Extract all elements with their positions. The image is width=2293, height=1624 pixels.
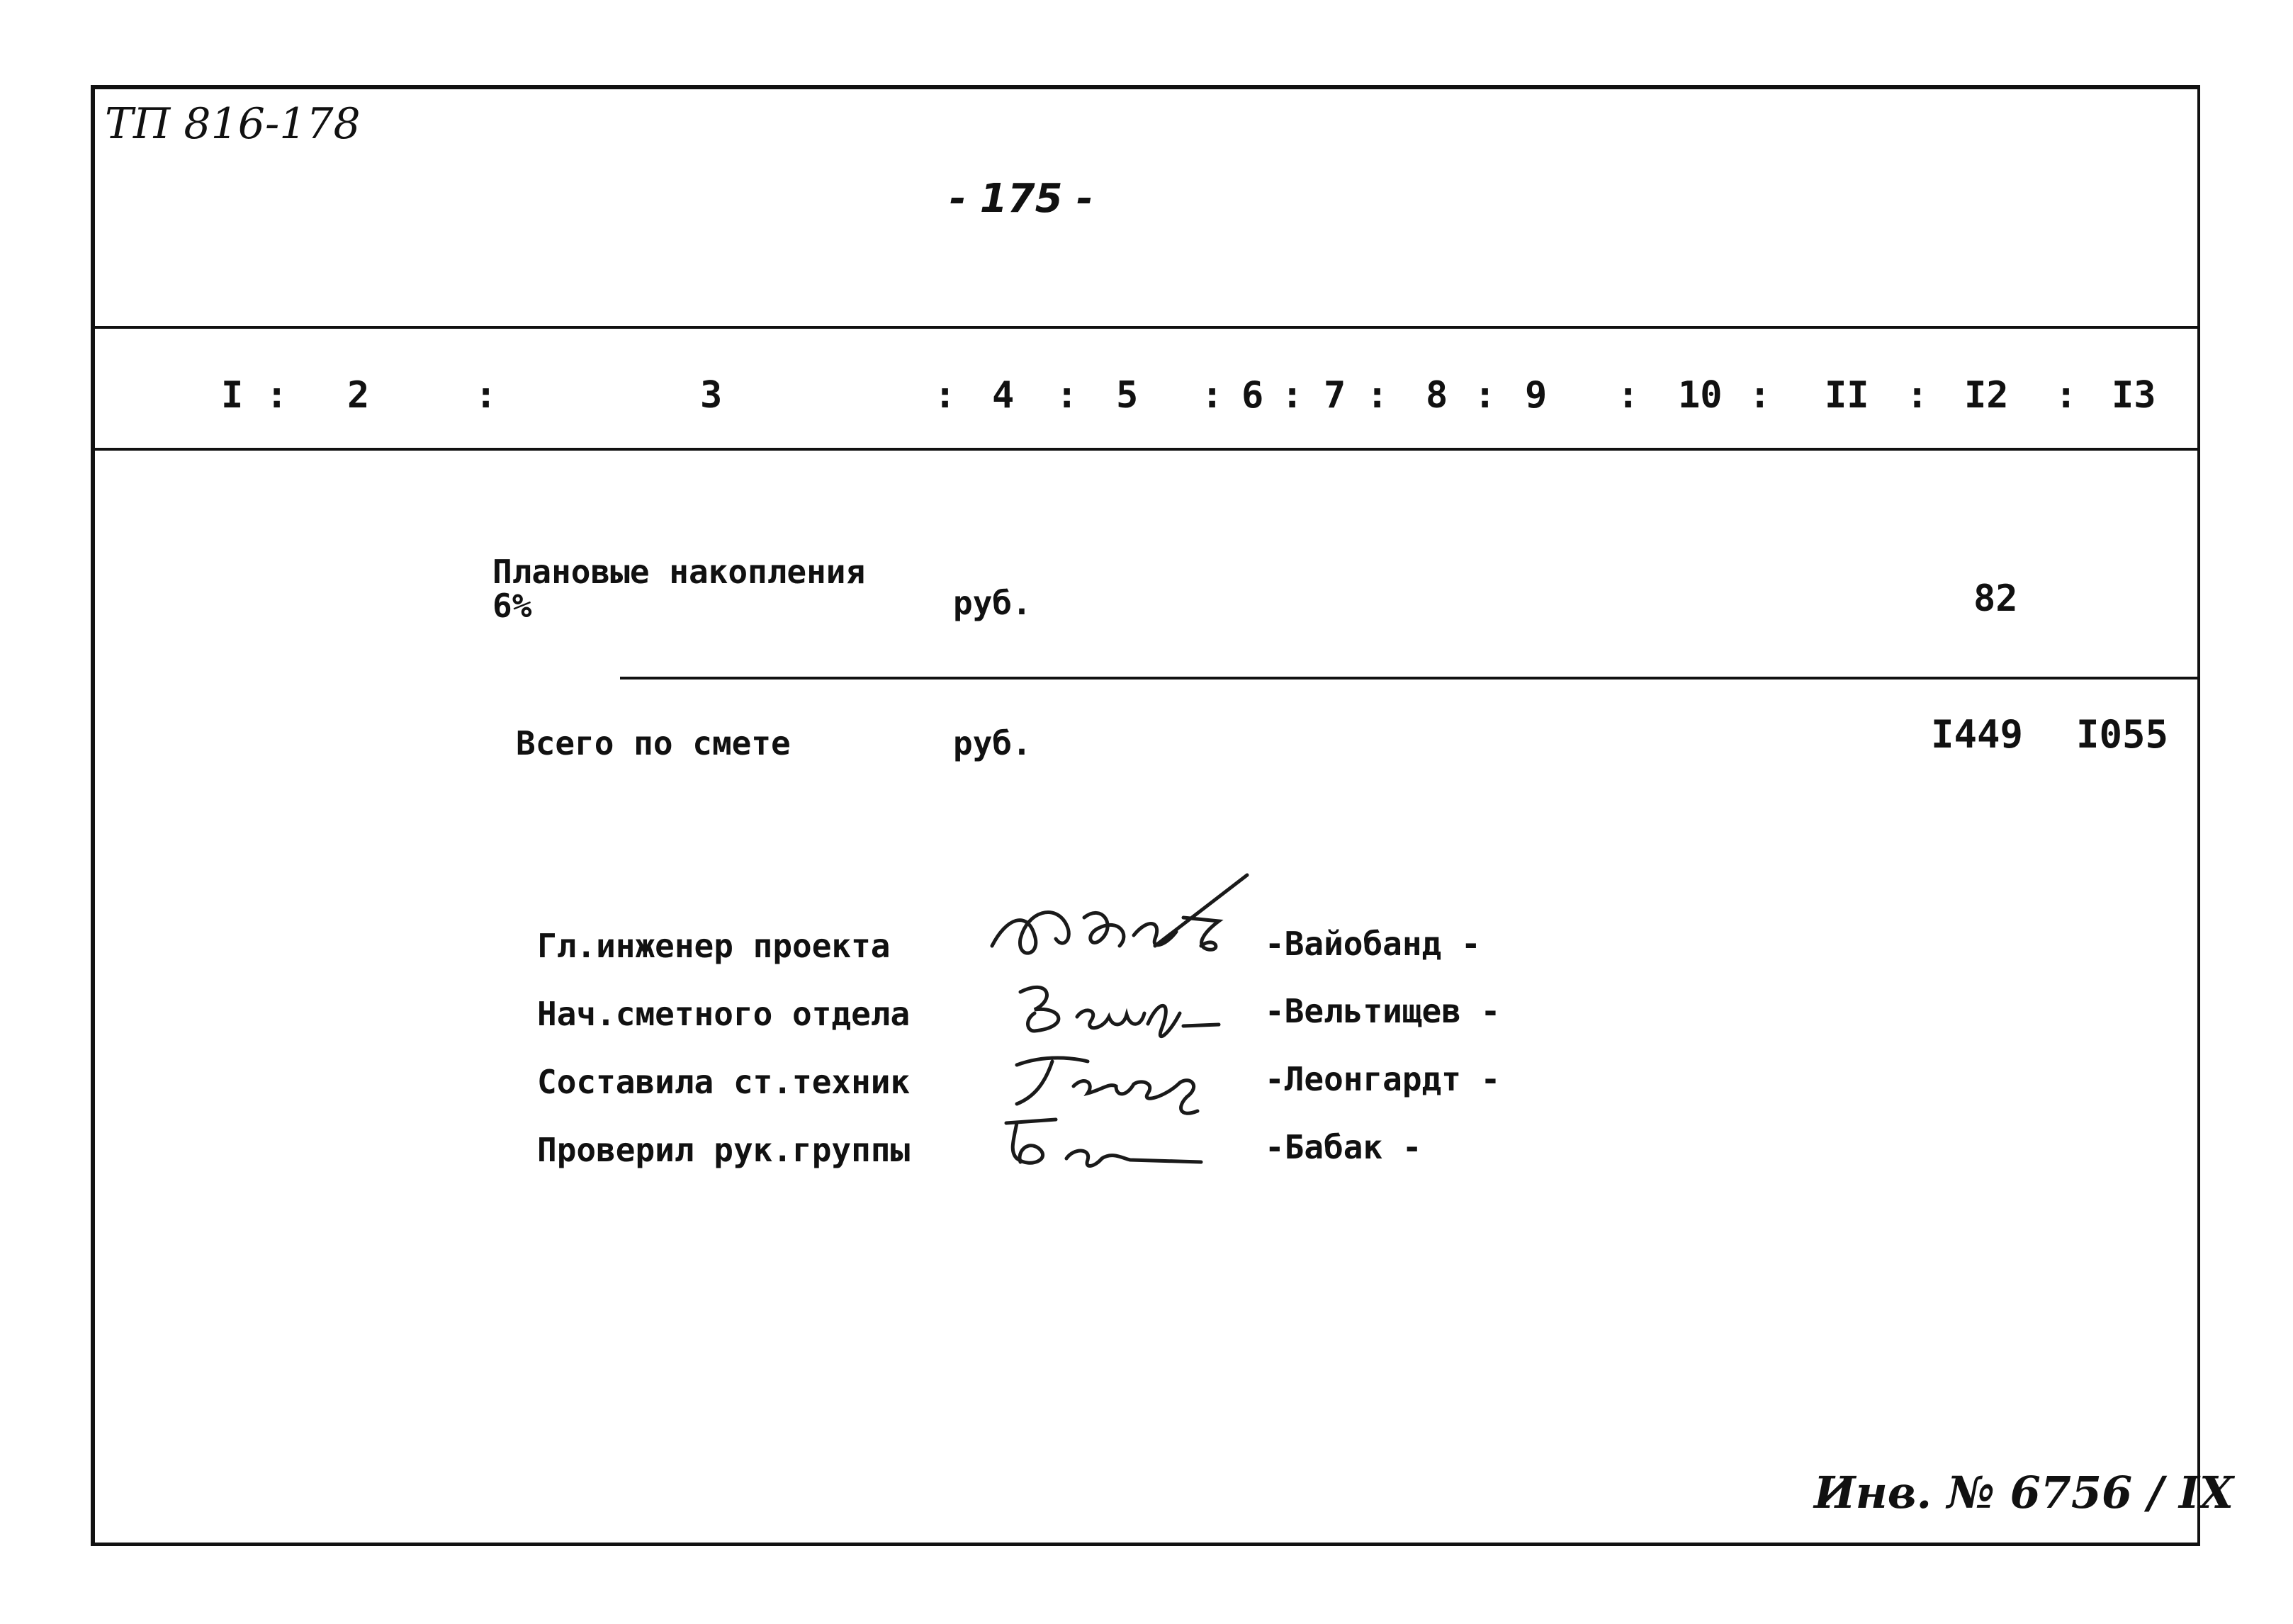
signature-name: -Бабак -	[1265, 1128, 1422, 1166]
subtotal-rule	[620, 677, 2200, 680]
column-header: I	[221, 374, 244, 417]
signature-role: Гл.инженер проекта	[537, 927, 891, 965]
document-frame	[91, 85, 2200, 1546]
signature-name: -Вайобанд -	[1265, 925, 1481, 963]
header-rule	[94, 326, 2200, 329]
doc-code: ТП 816-178	[105, 99, 361, 149]
row-label: Всего по смете	[516, 724, 791, 762]
signature-name: -Леонгардт -	[1265, 1060, 1501, 1098]
row-unit: руб.	[953, 584, 1032, 622]
row-label: Плановые накопления	[492, 553, 866, 591]
signature-name: -Вельтищев -	[1265, 992, 1501, 1030]
column-header: 9	[1525, 374, 1548, 417]
column-header: 2	[347, 374, 370, 417]
column-header: I2	[1964, 374, 2009, 417]
column-separator: :	[1749, 374, 1771, 417]
row-col13-value: I055	[2076, 712, 2169, 757]
column-separator: :	[1201, 374, 1224, 417]
column-header: I3	[2112, 374, 2156, 417]
column-separator: :	[1366, 374, 1389, 417]
page-number: - 175 -	[950, 176, 1093, 222]
column-separator: :	[2055, 374, 2078, 417]
column-header: 5	[1116, 374, 1139, 417]
column-separator: :	[1281, 374, 1304, 417]
column-header: 3	[700, 374, 723, 417]
column-header: 8	[1426, 374, 1448, 417]
row-label-percent: 6%	[492, 587, 532, 625]
column-header-rule	[94, 448, 2200, 451]
column-separator: :	[1474, 374, 1497, 417]
column-separator: :	[266, 374, 288, 417]
column-header: 4	[992, 374, 1015, 417]
signature-role: Проверил рук.группы	[537, 1131, 911, 1169]
column-header: II	[1825, 374, 1869, 417]
row-col12-value: I449	[1931, 712, 2024, 757]
row-col12-value: 82	[1973, 577, 2018, 620]
column-header: 7	[1324, 374, 1346, 417]
column-separator: :	[1617, 374, 1640, 417]
row-unit: руб.	[953, 724, 1032, 762]
column-separator: :	[934, 374, 957, 417]
column-header: 10	[1678, 374, 1723, 417]
handwritten-signature-4	[988, 1109, 1215, 1187]
column-separator: :	[1906, 374, 1929, 417]
signature-role: Нач.сметного отдела	[537, 995, 911, 1033]
handwritten-signature-2	[1006, 971, 1233, 1049]
inventory-number: Инв. № 6756 / IX	[1814, 1467, 2234, 1518]
handwritten-signature-1	[978, 868, 1261, 981]
column-separator: :	[1056, 374, 1078, 417]
signature-role: Составила ст.техник	[537, 1063, 911, 1101]
column-separator: :	[475, 374, 497, 417]
column-header: 6	[1241, 374, 1264, 417]
